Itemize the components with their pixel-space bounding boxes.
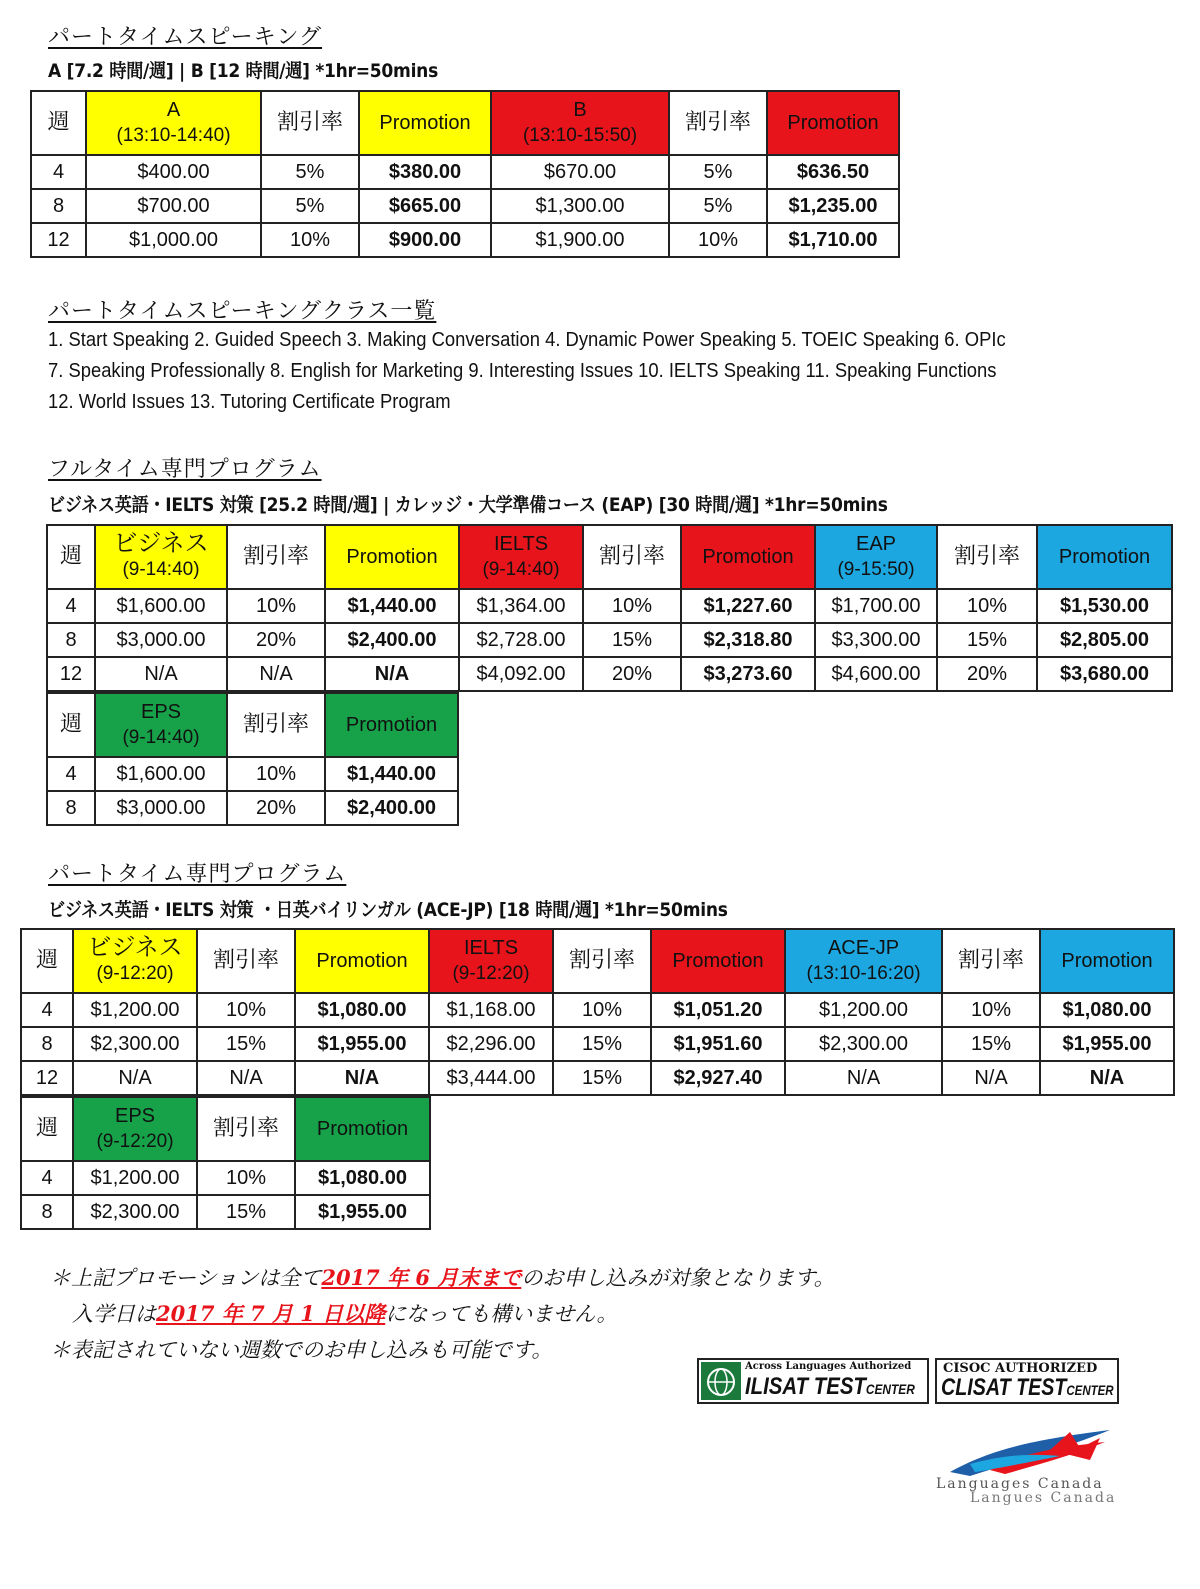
column-header	[359, 91, 491, 155]
price-cell: $400.00	[86, 155, 261, 189]
column-header	[583, 525, 681, 589]
price-cell: $1,900.00	[491, 223, 669, 257]
column-header	[197, 929, 295, 993]
promotion-note-1	[50, 1260, 835, 1296]
column-header-time: (9-12:20)	[452, 963, 530, 984]
discount-cell: 10%	[197, 1161, 295, 1195]
header-row	[31, 91, 899, 155]
promotion-price-cell: $1,080.00	[295, 1161, 430, 1195]
promotion-price-cell: $1,955.00	[295, 1195, 430, 1229]
column-header-time: (13:10-15:50)	[522, 125, 638, 146]
ilisat-tagline: Across Languages Authorized	[745, 1361, 912, 1372]
promotion-price-cell: $636.50	[767, 155, 899, 189]
promotion-price-cell: $1,955.00	[295, 1027, 429, 1061]
column-header-label: Promotion	[1058, 546, 1151, 568]
promotion-price-cell: $2,400.00	[325, 623, 459, 657]
column-header	[785, 929, 942, 993]
section1-subheading: A [7.2 時間/週] | B [12 時間/週] *1hr=50mins	[48, 60, 438, 82]
column-header	[95, 525, 227, 589]
column-header-label: 割引率	[212, 1116, 279, 1141]
full-time-program-table	[46, 524, 1173, 692]
price-cell: $3,000.00	[95, 623, 227, 657]
column-header	[553, 929, 651, 993]
discount-cell: 15%	[553, 1061, 651, 1095]
discount-cell: 10%	[553, 993, 651, 1027]
price-cell: N/A	[785, 1061, 942, 1095]
column-header	[73, 929, 197, 993]
section2-heading: パートタイムスピーキングクラス一覧	[48, 299, 437, 324]
price-cell: $1,600.00	[95, 589, 227, 623]
weeks-cell: 4	[21, 993, 73, 1027]
column-header	[95, 693, 227, 757]
class-list	[48, 325, 1006, 418]
promotion-price-cell: $1,227.60	[681, 589, 815, 623]
langues-canada-text: Langues Canada	[970, 1490, 1117, 1506]
column-header	[459, 525, 583, 589]
full-time-eps-table	[46, 692, 459, 826]
weeks-cell: 8	[31, 189, 86, 223]
table-row	[47, 757, 458, 791]
table-row	[31, 223, 899, 257]
column-header	[261, 91, 359, 155]
price-cell: $2,728.00	[459, 623, 583, 657]
discount-cell: 5%	[669, 189, 767, 223]
column-header	[47, 693, 95, 757]
column-header-label: 割引率	[242, 712, 309, 737]
column-header-label: 割引率	[242, 544, 309, 569]
column-header	[73, 1097, 197, 1161]
table-row	[47, 623, 1172, 657]
ilisat-title	[745, 1373, 915, 1401]
note-text: ＊上記プロモーションは全て	[50, 1266, 322, 1290]
promotion-deadline: 2017 年 6 月末まで	[321, 1265, 522, 1290]
enrollment-date: 2017 年 7 月 1 日以降	[156, 1301, 386, 1326]
column-header	[815, 525, 937, 589]
note-text: のお申し込みが対象となります。	[521, 1266, 835, 1290]
column-header-label: 割引率	[212, 948, 279, 973]
column-header	[669, 91, 767, 155]
price-cell: $1,600.00	[95, 757, 227, 791]
price-cell: $670.00	[491, 155, 669, 189]
weeks-cell: 12	[31, 223, 86, 257]
class-list-line: 7. Speaking Professionally 8. English for Marketing 9. Interesting Issues 10. IELTS Speaking 11. Speaking Functions	[48, 360, 997, 382]
price-cell: $2,300.00	[73, 1195, 197, 1229]
part-time-speaking-table	[30, 90, 900, 258]
column-header	[681, 525, 815, 589]
promotion-price-cell: $2,400.00	[325, 791, 458, 825]
column-header	[31, 91, 86, 155]
column-header-label: 週	[35, 1116, 58, 1141]
column-header	[1037, 525, 1172, 589]
column-header-time: (9-14:40)	[122, 727, 200, 748]
column-header-label: Promotion	[316, 950, 408, 972]
discount-cell: 15%	[197, 1195, 295, 1229]
clisat-main-text: CLISAT TEST	[941, 1374, 1067, 1401]
section3-subheading: ビジネス英語・IELTS 対策 [25.2 時間/週] | カレッジ・大学準備コース (EAP) [30 時間/週] *1hr=50mins	[48, 494, 888, 516]
discount-cell: 10%	[227, 589, 325, 623]
ilisat-logo	[697, 1358, 929, 1404]
languages-canada-swoosh-icon	[930, 1420, 1145, 1480]
section4-subheading: ビジネス英語・IELTS 対策 ・日英バイリンガル (ACE-JP) [18 時間/週] *1hr=50mins	[48, 899, 728, 921]
column-header-label: B	[573, 99, 587, 121]
clisat-logo	[935, 1358, 1119, 1404]
price-cell: N/A	[95, 657, 227, 691]
weeks-cell: 8	[21, 1027, 73, 1061]
promotion-price-cell: $1,080.00	[295, 993, 429, 1027]
promotion-price-cell: $1,051.20	[651, 993, 785, 1027]
discount-cell: 10%	[937, 589, 1037, 623]
column-header-label: 週	[47, 110, 70, 135]
price-cell: $2,300.00	[785, 1027, 942, 1061]
column-header	[295, 929, 429, 993]
languages-canada-text: Languages Canada	[936, 1476, 1104, 1492]
column-header-label: Promotion	[787, 112, 879, 134]
column-header-label: 割引率	[957, 948, 1024, 973]
discount-cell: 20%	[227, 623, 325, 657]
price-cell: $3,000.00	[95, 791, 227, 825]
table-row	[21, 1161, 430, 1195]
column-header-label: EPS	[140, 701, 182, 723]
discount-cell: 10%	[583, 589, 681, 623]
class-list-line: 12. World Issues 13. Tutoring Certificate Program	[48, 391, 451, 413]
clisat-title	[941, 1374, 1114, 1402]
column-header-label: ビジネス	[113, 530, 209, 557]
table-row	[47, 589, 1172, 623]
column-header	[227, 693, 325, 757]
price-cell: $1,300.00	[491, 189, 669, 223]
column-header	[47, 525, 95, 589]
weeks-cell: 12	[47, 657, 95, 691]
column-header-label: 割引率	[276, 110, 343, 135]
column-header	[21, 1097, 73, 1161]
price-cell: $700.00	[86, 189, 261, 223]
promotion-price-cell: N/A	[295, 1061, 429, 1095]
weeks-cell: 12	[21, 1061, 73, 1095]
discount-cell: 15%	[942, 1027, 1040, 1061]
price-cell: $2,300.00	[73, 1027, 197, 1061]
table-row	[21, 993, 1174, 1027]
column-header	[942, 929, 1040, 993]
discount-cell: 20%	[583, 657, 681, 691]
promotion-price-cell: $1,440.00	[325, 757, 458, 791]
column-header	[295, 1097, 430, 1161]
price-cell: $1,200.00	[73, 1161, 197, 1195]
column-header	[86, 91, 261, 155]
column-header-label: 割引率	[684, 110, 751, 135]
discount-cell: 10%	[197, 993, 295, 1027]
promotion-price-cell: $3,273.60	[681, 657, 815, 691]
weeks-cell: 8	[21, 1195, 73, 1229]
column-header-label: Promotion	[316, 1118, 409, 1140]
table-row	[21, 1061, 1174, 1095]
column-header-label: Promotion	[345, 714, 438, 736]
clisat-tagline: CISOC AUTHORIZED	[943, 1361, 1098, 1376]
promotion-price-cell: $1,710.00	[767, 223, 899, 257]
part-time-program-table	[20, 928, 1175, 1096]
weeks-cell: 4	[47, 757, 95, 791]
discount-cell: 20%	[227, 791, 325, 825]
price-cell: $1,168.00	[429, 993, 553, 1027]
column-header-label: Promotion	[346, 546, 438, 568]
column-header-label: 週	[35, 948, 58, 973]
column-header-time: (9-14:40)	[122, 559, 200, 580]
column-header-label: Promotion	[379, 112, 471, 134]
price-cell: N/A	[73, 1061, 197, 1095]
column-header	[21, 929, 73, 993]
promotion-price-cell: $1,235.00	[767, 189, 899, 223]
discount-cell: 10%	[942, 993, 1040, 1027]
discount-cell: 15%	[583, 623, 681, 657]
table-row	[31, 155, 899, 189]
class-list-line: 1. Start Speaking 2. Guided Speech 3. Making Conversation 4. Dynamic Power Speaking 5. TOEIC Speaking 6. OPIc	[48, 329, 1006, 351]
header-row	[47, 525, 1172, 589]
globe-icon	[701, 1362, 741, 1400]
column-header	[325, 525, 459, 589]
column-header	[491, 91, 669, 155]
section3-heading: フルタイム専門プログラム	[48, 457, 322, 482]
column-header-label: 割引率	[568, 948, 635, 973]
column-header-label: 割引率	[598, 544, 665, 569]
price-cell: $2,296.00	[429, 1027, 553, 1061]
column-header-label: 割引率	[953, 544, 1020, 569]
column-header	[1040, 929, 1174, 993]
price-cell: $3,300.00	[815, 623, 937, 657]
section4-heading: パートタイム専門プログラム	[48, 862, 347, 887]
weeks-cell: 4	[21, 1161, 73, 1195]
discount-cell: 5%	[261, 155, 359, 189]
column-header-label: A	[166, 99, 181, 121]
note-text: になっても構いません。	[385, 1302, 618, 1326]
column-header-label: IELTS	[493, 533, 549, 555]
column-header-label: 週	[59, 544, 82, 569]
section1-heading: パートタイムスピーキング	[48, 25, 323, 50]
discount-cell: 5%	[669, 155, 767, 189]
discount-cell: 15%	[937, 623, 1037, 657]
weeks-cell: 4	[47, 589, 95, 623]
column-header	[937, 525, 1037, 589]
price-cell: $1,364.00	[459, 589, 583, 623]
promotion-note-3: ＊表記されていない週数でのお申し込みも可能です。	[50, 1338, 553, 1362]
column-header-label: ACE-JP	[827, 937, 900, 959]
column-header-label: Promotion	[702, 546, 794, 568]
column-header-time: (9-15:50)	[837, 559, 915, 580]
column-header-label: Promotion	[672, 950, 764, 972]
price-cell: $1,000.00	[86, 223, 261, 257]
weeks-cell: 8	[47, 623, 95, 657]
table-row	[21, 1195, 430, 1229]
promotion-price-cell: $1,955.00	[1040, 1027, 1174, 1061]
discount-cell: N/A	[942, 1061, 1040, 1095]
discount-cell: 5%	[261, 189, 359, 223]
promotion-price-cell: $1,080.00	[1040, 993, 1174, 1027]
promotion-price-cell: $3,680.00	[1037, 657, 1172, 691]
column-header-label: EPS	[114, 1105, 156, 1127]
weeks-cell: 4	[31, 155, 86, 189]
price-cell: $1,700.00	[815, 589, 937, 623]
promotion-price-cell: $1,530.00	[1037, 589, 1172, 623]
column-header-label: ビジネス	[87, 934, 183, 961]
price-cell: $4,600.00	[815, 657, 937, 691]
table-row	[47, 791, 458, 825]
discount-cell: N/A	[197, 1061, 295, 1095]
promotion-price-cell: $2,805.00	[1037, 623, 1172, 657]
price-cell: $4,092.00	[459, 657, 583, 691]
price-cell: $1,200.00	[785, 993, 942, 1027]
discount-cell: N/A	[227, 657, 325, 691]
column-header	[325, 693, 458, 757]
header-row	[21, 929, 1174, 993]
promotion-price-cell: $900.00	[359, 223, 491, 257]
column-header	[197, 1097, 295, 1161]
column-header-label: 週	[59, 712, 82, 737]
column-header-label: IELTS	[463, 937, 519, 959]
discount-cell: 20%	[937, 657, 1037, 691]
clisat-center-text: CENTER	[1066, 1382, 1114, 1398]
column-header	[227, 525, 325, 589]
ilisat-center-text: CENTER	[865, 1381, 915, 1397]
promotion-price-cell: $1,951.60	[651, 1027, 785, 1061]
column-header	[767, 91, 899, 155]
column-header-label: Promotion	[1061, 950, 1153, 972]
table-row	[31, 189, 899, 223]
part-time-eps-table	[20, 1096, 431, 1230]
discount-cell: 10%	[261, 223, 359, 257]
column-header-label: EAP	[855, 533, 897, 555]
discount-cell: 15%	[553, 1027, 651, 1061]
discount-cell: 10%	[669, 223, 767, 257]
column-header-time: (9-14:40)	[482, 559, 560, 580]
price-cell: $3,444.00	[429, 1061, 553, 1095]
note-text: 入学日は	[72, 1302, 156, 1326]
weeks-cell: 8	[47, 791, 95, 825]
promotion-price-cell: $2,318.80	[681, 623, 815, 657]
discount-cell: 10%	[227, 757, 325, 791]
column-header-time: (9-12:20)	[96, 963, 174, 984]
table-row	[21, 1027, 1174, 1061]
promotion-price-cell: N/A	[1040, 1061, 1174, 1095]
header-row	[47, 693, 458, 757]
column-header	[651, 929, 785, 993]
column-header	[429, 929, 553, 993]
promotion-note-2	[72, 1296, 618, 1332]
price-cell: $1,200.00	[73, 993, 197, 1027]
column-header-time: (13:10-14:40)	[116, 125, 231, 146]
promotion-price-cell: $1,440.00	[325, 589, 459, 623]
promotion-price-cell: $2,927.40	[651, 1061, 785, 1095]
header-row	[21, 1097, 430, 1161]
column-header-time: (9-12:20)	[96, 1131, 174, 1152]
column-header-time: (13:10-16:20)	[806, 963, 921, 984]
ilisat-main-text: ILISAT TEST	[745, 1373, 866, 1400]
promotion-price-cell: $665.00	[359, 189, 491, 223]
discount-cell: 15%	[197, 1027, 295, 1061]
promotion-price-cell: $380.00	[359, 155, 491, 189]
languages-canada-logo	[930, 1420, 1145, 1510]
table-row	[47, 657, 1172, 691]
promotion-price-cell: N/A	[325, 657, 459, 691]
